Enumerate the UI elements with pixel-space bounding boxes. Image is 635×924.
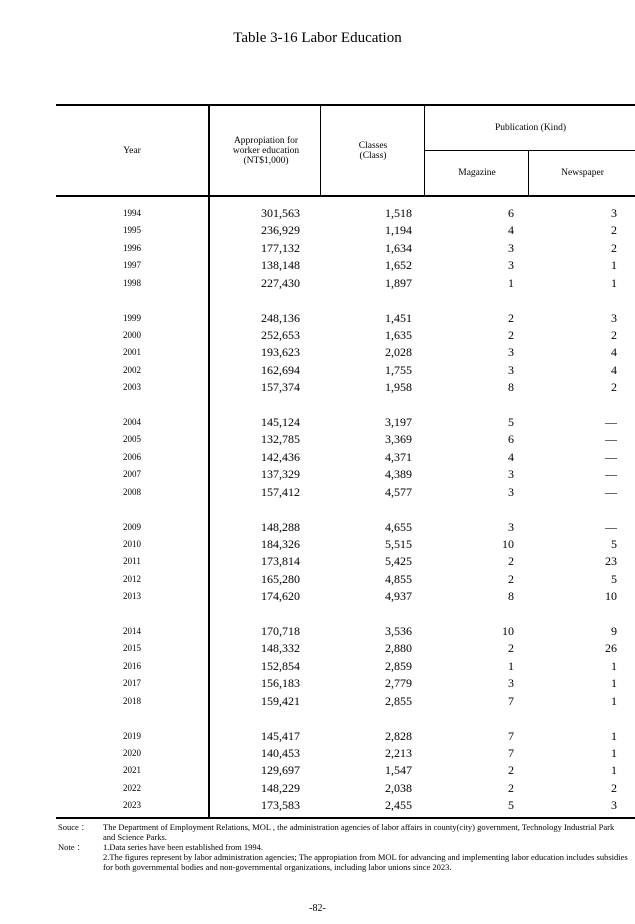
- cell-magazine: 7: [508, 745, 514, 760]
- cell-newspaper: 5: [611, 536, 617, 551]
- cell-classes: 2,880: [385, 641, 412, 656]
- table-row: [56, 205, 635, 222]
- cell-year: 2015: [123, 643, 141, 654]
- cell-appropriation: 148,288: [261, 519, 300, 534]
- cell-magazine: 2: [508, 641, 514, 656]
- cell-magazine: 3: [508, 258, 514, 273]
- cell-appropriation: 165,280: [261, 571, 300, 586]
- table-row: [56, 379, 635, 396]
- note-2: [58, 852, 628, 872]
- cell-appropriation: 173,814: [261, 554, 300, 569]
- cell-appropriation: 148,332: [261, 641, 300, 656]
- cell-newspaper: 3: [611, 310, 617, 325]
- cell-year: 1995: [123, 225, 141, 236]
- cell-classes: 4,655: [385, 519, 412, 534]
- cell-appropriation: 174,620: [261, 589, 300, 604]
- cell-year: 2010: [123, 538, 141, 549]
- header-appropriation-line: (NT$1,000): [243, 155, 289, 166]
- table-row: [56, 588, 635, 605]
- cell-magazine: 3: [508, 484, 514, 499]
- table-row: [56, 640, 635, 657]
- cell-newspaper: 23: [605, 554, 617, 569]
- cell-magazine: 4: [508, 449, 514, 464]
- cell-newspaper: 4: [611, 362, 617, 377]
- cell-classes: 2,855: [385, 693, 412, 708]
- cell-newspaper: 2: [611, 240, 617, 255]
- cell-magazine: 2: [508, 554, 514, 569]
- cell-classes: 1,652: [385, 258, 412, 273]
- table-row: [56, 553, 635, 570]
- cell-classes: 2,213: [385, 745, 412, 760]
- labor-education-table: [56, 104, 635, 819]
- cell-newspaper: 4: [611, 345, 617, 360]
- table-row: [56, 536, 635, 553]
- cell-magazine: 2: [508, 780, 514, 795]
- table-row: [56, 240, 635, 257]
- note-label: Note ：: [58, 842, 86, 852]
- cell-year: 2014: [123, 626, 141, 636]
- header-classes-line: (Class): [359, 150, 387, 161]
- cell-magazine: 3: [508, 240, 514, 255]
- cell-year: 1999: [123, 312, 141, 323]
- table-row: [56, 797, 635, 814]
- cell-classes: 5,425: [385, 554, 412, 569]
- cell-newspaper: 5: [611, 571, 617, 586]
- cell-magazine: 5: [508, 798, 514, 813]
- page-number: -82-: [309, 903, 326, 914]
- cell-classes: 1,547: [385, 763, 412, 778]
- header-appropriation-line: worker education: [232, 145, 300, 156]
- cell-newspaper: 2: [611, 223, 617, 238]
- cell-appropriation: 227,430: [261, 275, 300, 290]
- cell-magazine: 2: [508, 310, 514, 325]
- cell-magazine: 3: [508, 467, 514, 482]
- cell-year: 1994: [123, 208, 141, 218]
- table-row: [56, 658, 635, 675]
- table-row: [56, 484, 635, 501]
- cell-classes: 4,371: [385, 449, 412, 464]
- cell-magazine: 3: [508, 519, 514, 534]
- header-appropriation-line: Appropiation for: [233, 135, 299, 146]
- table-row: [56, 431, 635, 448]
- cell-year: 2005: [123, 434, 141, 445]
- cell-appropriation: 138,148: [261, 258, 300, 273]
- cell-classes: 2,028: [385, 345, 412, 360]
- cell-year: 1996: [123, 242, 141, 253]
- cell-magazine: 2: [508, 763, 514, 778]
- cell-classes: 1,958: [385, 380, 412, 395]
- header-publication: Publication (Kind): [424, 106, 635, 151]
- cell-magazine: 1: [508, 658, 514, 673]
- cell-newspaper: 1: [611, 658, 617, 673]
- cell-year: 2011: [123, 556, 141, 567]
- cell-appropriation: 193,623: [261, 345, 300, 360]
- cell-classes: 5,515: [385, 536, 412, 551]
- cell-classes: 2,038: [385, 780, 412, 795]
- cell-newspaper: —: [605, 449, 617, 464]
- cell-year: 1997: [123, 260, 141, 271]
- cell-newspaper: 1: [611, 763, 617, 778]
- cell-newspaper: 3: [611, 798, 617, 813]
- cell-classes: 4,855: [385, 571, 412, 586]
- cell-magazine: 8: [508, 380, 514, 395]
- table-row: [56, 675, 635, 692]
- cell-magazine: 7: [508, 693, 514, 708]
- table-row: [56, 327, 635, 344]
- cell-appropriation: 145,124: [261, 415, 300, 429]
- table-row: [56, 780, 635, 797]
- header-appropriation: [208, 106, 322, 195]
- note-1: [58, 842, 628, 852]
- cell-appropriation: 236,929: [261, 223, 300, 238]
- cell-year: 2012: [123, 573, 141, 584]
- cell-classes: 1,194: [385, 223, 412, 238]
- cell-classes: 1,451: [385, 310, 412, 325]
- table-row: [56, 449, 635, 466]
- table-row: [56, 310, 635, 327]
- cell-classes: 2,859: [385, 658, 412, 673]
- source-label: Souce ：: [58, 822, 90, 832]
- cell-year: 2017: [123, 678, 141, 689]
- cell-magazine: 6: [508, 206, 514, 220]
- cell-newspaper: 1: [611, 745, 617, 760]
- cell-appropriation: 159,421: [261, 693, 300, 708]
- table-row: [56, 257, 635, 274]
- cell-newspaper: 26: [605, 641, 617, 656]
- cell-year: 2004: [123, 417, 141, 427]
- table-row: [56, 344, 635, 361]
- cell-classes: 2,828: [385, 728, 412, 743]
- cell-year: 2016: [123, 660, 141, 671]
- cell-appropriation: 142,436: [261, 449, 300, 464]
- cell-year: 2008: [123, 486, 141, 497]
- cell-year: 2023: [123, 800, 141, 811]
- cell-classes: 4,937: [385, 589, 412, 604]
- cell-year: 2007: [123, 469, 141, 480]
- cell-newspaper: 10: [605, 589, 617, 604]
- cell-appropriation: 152,854: [261, 658, 300, 673]
- table-row: [56, 623, 635, 640]
- cell-classes: 1,755: [385, 362, 412, 377]
- cell-newspaper: 1: [611, 676, 617, 691]
- cell-year: 2020: [123, 747, 141, 758]
- cell-newspaper: 1: [611, 728, 617, 743]
- cell-newspaper: —: [605, 467, 617, 482]
- table-row: [56, 693, 635, 710]
- cell-magazine: 10: [502, 536, 514, 551]
- cell-year: 2022: [123, 782, 141, 793]
- header-magazine: Magazine: [424, 150, 529, 195]
- cell-magazine: 7: [508, 728, 514, 743]
- table-row: [56, 362, 635, 379]
- cell-newspaper: 2: [611, 380, 617, 395]
- table-row: [56, 571, 635, 588]
- header-newspaper: Newspaper: [528, 150, 635, 195]
- cell-appropriation: 184,326: [261, 536, 300, 551]
- cell-appropriation: 173,583: [261, 798, 300, 813]
- cell-newspaper: 1: [611, 275, 617, 290]
- cell-appropriation: 140,453: [261, 745, 300, 760]
- cell-appropriation: 156,183: [261, 676, 300, 691]
- cell-appropriation: 157,412: [261, 484, 300, 499]
- cell-newspaper: —: [605, 432, 617, 447]
- cell-appropriation: 157,374: [261, 380, 300, 395]
- table-row: [56, 745, 635, 762]
- table-header: [56, 104, 635, 197]
- cell-classes: 4,577: [385, 484, 412, 499]
- cell-appropriation: 252,653: [261, 327, 300, 342]
- cell-year: 2021: [123, 765, 141, 776]
- table-row: [56, 414, 635, 431]
- cell-magazine: 3: [508, 362, 514, 377]
- table-row: [56, 519, 635, 536]
- header-classes: [320, 106, 425, 195]
- note-1-text: 1.Data series have been established from 1994.: [103, 842, 264, 852]
- cell-classes: 1,518: [385, 206, 412, 220]
- cell-newspaper: 9: [611, 624, 617, 638]
- cell-year: 2009: [123, 521, 141, 532]
- cell-newspaper: —: [605, 484, 617, 499]
- cell-appropriation: 148,229: [261, 780, 300, 795]
- cell-magazine: 8: [508, 589, 514, 604]
- cell-appropriation: 170,718: [261, 624, 300, 638]
- cell-year: 2000: [123, 329, 141, 340]
- cell-newspaper: 2: [611, 327, 617, 342]
- cell-year: 2013: [123, 591, 141, 602]
- cell-classes: 4,389: [385, 467, 412, 482]
- cell-magazine: 3: [508, 676, 514, 691]
- header-year: Year: [123, 145, 141, 156]
- cell-magazine: 2: [508, 571, 514, 586]
- cell-magazine: 4: [508, 223, 514, 238]
- cell-appropriation: 177,132: [261, 240, 300, 255]
- source-text: The Department of Employment Relations, MOL , the administration agencies of labor affairs in county(city) government, Technology Industrial Park and Science Parks.: [103, 822, 615, 842]
- source-note: [58, 822, 628, 842]
- header-classes-line: Classes: [358, 140, 388, 151]
- cell-magazine: 3: [508, 345, 514, 360]
- cell-classes: 3,197: [385, 415, 412, 429]
- table-row: [56, 728, 635, 745]
- cell-year: 2001: [123, 347, 141, 358]
- cell-year: 2002: [123, 364, 141, 375]
- cell-classes: 1,897: [385, 275, 412, 290]
- cell-newspaper: 2: [611, 780, 617, 795]
- cell-appropriation: 248,136: [261, 310, 300, 325]
- page-title: Table 3-16 Labor Education: [233, 30, 402, 46]
- note-2-text: 2.The figures represent by labor administration agencies; The appropiation from MOL for advancing and implementing labor education includes subsidies for both governmental bodies and non-governmental organizations, including labor unions since 2023.: [103, 852, 628, 872]
- cell-newspaper: 1: [611, 258, 617, 273]
- cell-magazine: 5: [508, 415, 514, 429]
- cell-appropriation: 132,785: [261, 432, 300, 447]
- cell-year: 2003: [123, 382, 141, 393]
- table-row: [56, 222, 635, 239]
- cell-year: 2006: [123, 451, 141, 462]
- table-body: [56, 197, 635, 819]
- cell-newspaper: —: [605, 519, 617, 534]
- cell-appropriation: 145,417: [261, 728, 300, 743]
- cell-appropriation: 301,563: [261, 206, 300, 220]
- cell-magazine: 6: [508, 432, 514, 447]
- cell-magazine: 1: [508, 275, 514, 290]
- cell-classes: 3,369: [385, 432, 412, 447]
- table-row: [56, 762, 635, 779]
- cell-appropriation: 129,697: [261, 763, 300, 778]
- cell-year: 2019: [123, 730, 141, 741]
- cell-newspaper: 3: [611, 206, 617, 220]
- notes: [58, 822, 628, 872]
- cell-appropriation: 162,694: [261, 362, 300, 377]
- cell-newspaper: —: [605, 415, 617, 429]
- cell-classes: 1,635: [385, 327, 412, 342]
- cell-newspaper: 1: [611, 693, 617, 708]
- cell-year: 2018: [123, 695, 141, 706]
- cell-appropriation: 137,329: [261, 467, 300, 482]
- cell-classes: 2,779: [385, 676, 412, 691]
- cell-magazine: 10: [502, 624, 514, 638]
- cell-classes: 2,455: [385, 798, 412, 813]
- cell-magazine: 2: [508, 327, 514, 342]
- cell-year: 1998: [123, 277, 141, 288]
- cell-classes: 1,634: [385, 240, 412, 255]
- table-row: [56, 275, 635, 292]
- cell-classes: 3,536: [385, 624, 412, 638]
- table-row: [56, 466, 635, 483]
